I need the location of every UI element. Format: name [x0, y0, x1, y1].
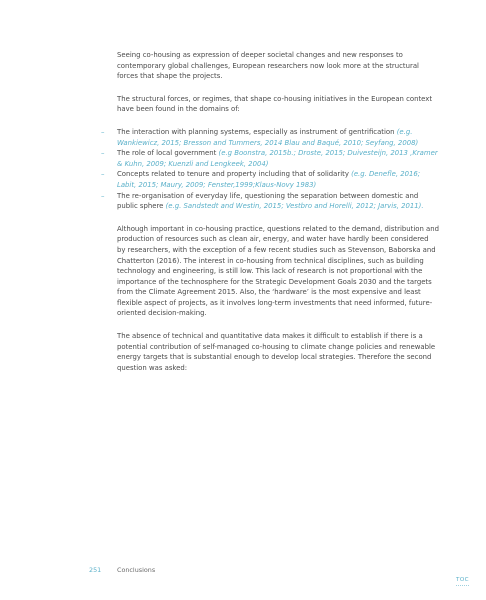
paragraph-question: The absence of technical and quantitative data makes it difficult to establish if there is a potential contribution of self-managed co-housing to climate change policies and renewable energy targets that is substantial enough to develop local strategies. Therefore the second question was asked: [117, 332, 436, 372]
regime-list [101, 127, 439, 212]
section-title: Conclusions [117, 566, 156, 574]
citation: (e.g. Denefle, 2016; Labit, 2015; Maury, 2009; Fenster,1999;Klaus-Novy 1983) [117, 170, 421, 189]
citation: (e.g. Wankiewicz, 2015; Bresson and Tummers, 2014 Blau and Baqué, 2010; Seyfang, 2008) [117, 127, 419, 147]
list-item [101, 127, 439, 148]
toc-label: TOC [456, 577, 469, 583]
citation: (e.g. Sandstedt and Westin, 2015; Vestbro and Horelli, 2012; Jarvis, 2011). [165, 202, 424, 211]
dash-bullet-icon: – [101, 127, 105, 136]
main-text [101, 50, 439, 385]
list-item-text: Concepts related to tenure and property including that of solidarity [117, 170, 352, 179]
list-item-text: The interaction with planning systems, especially as instrument of gentrification [117, 127, 397, 136]
toc-link[interactable] [456, 577, 469, 587]
list-item [101, 191, 439, 212]
list-item [101, 148, 439, 169]
list-item-text: The re-organisation of everyday life, questioning the separation between domestic and public sphere [117, 191, 419, 211]
paragraph-intro: Seeing co-housing as expression of deeper societal changes and new responses to contemporary global challenges, European researchers now look more at the structural forces that shape the projects. [117, 51, 419, 81]
citation: (e.g Boonstra, 2015b.; Droste, 2015; Duivesteijn, 2013 ,Kramer & Kuhn, 2009; Kuenzli and Lengkeek, 2004) [117, 149, 438, 168]
list-item [101, 169, 439, 190]
paragraph-regimes: The structural forces, or regimes, that shape co-housing initiatives in the European context have been found in the domains of: [117, 94, 433, 114]
toc-underline [456, 585, 469, 587]
page-number: 251 [89, 566, 102, 574]
dash-bullet-icon: – [101, 149, 105, 158]
dash-bullet-icon: – [101, 170, 105, 179]
paragraph-resources: Although important in co-housing practice, questions related to the demand, distribution and production of resources such as clean air, energy, and water have hardly been considered by researchers, with the exception of a few recent studies such as Stevenson, Baborska and Chatterton (2016). The interest in co-housing from technical disciplines, such as building technology and engineering, is still low. This lack of research is not proportional with the importance of the technosphere for the Strategic Development Goals 2030 and the targets from the Climate Agreement 2015. Also, the ‘hardware’ is the most expensive and least flexible aspect of projects, as it involves long-term investments that need informed, future-oriented decision-making. [117, 224, 439, 318]
list-item-text: The role of local government [117, 149, 219, 158]
dash-bullet-icon: – [101, 191, 105, 200]
